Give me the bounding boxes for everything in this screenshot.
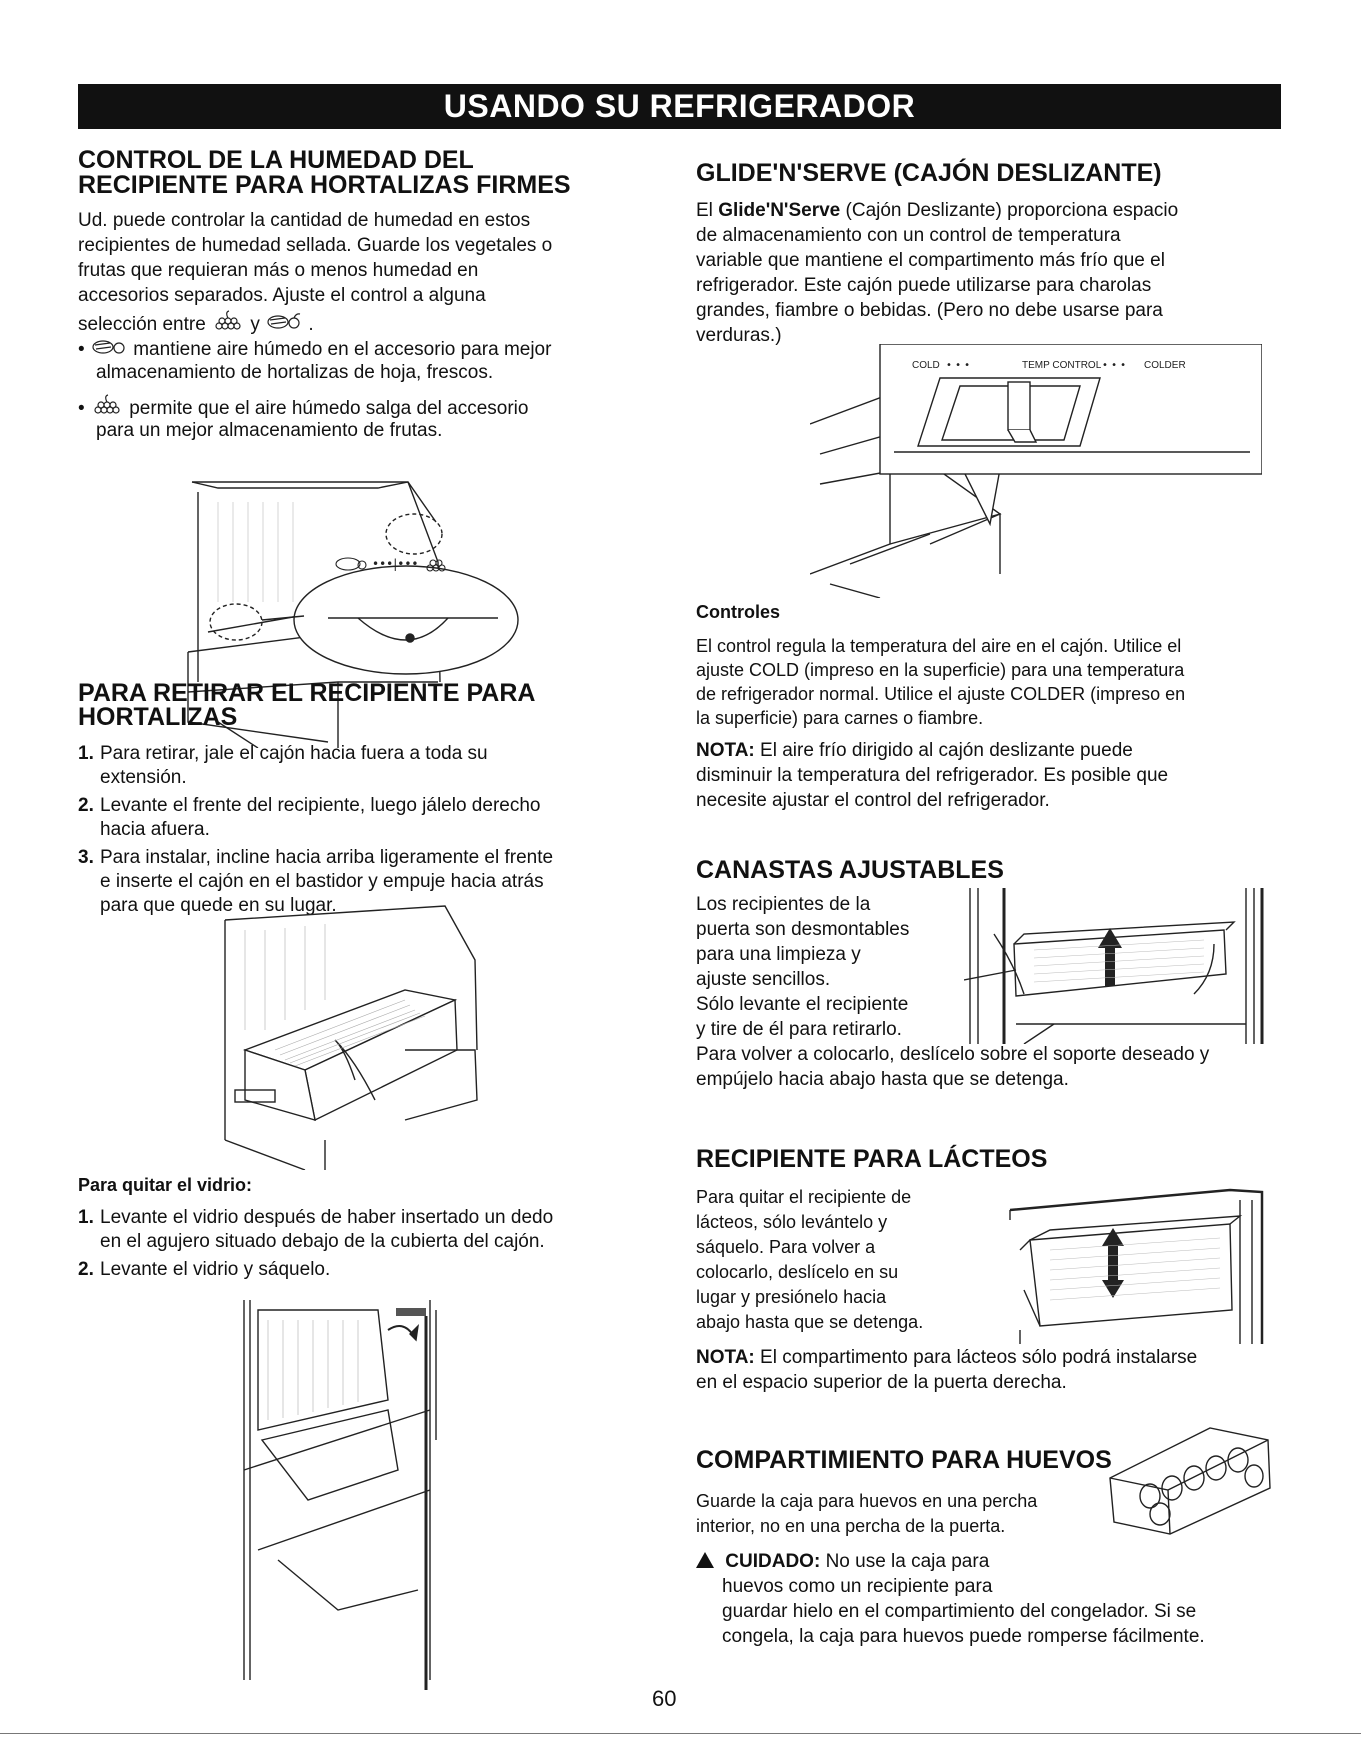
remove-title-line2: HORTALIZAS bbox=[78, 703, 238, 731]
dairy-text-line1: Para quitar el recipiente de bbox=[696, 1187, 912, 1207]
baskets-text-line4: ajuste sencillos. bbox=[696, 969, 831, 990]
note-label: NOTA: bbox=[696, 740, 755, 761]
glass-step-1 bbox=[78, 1206, 553, 1254]
dairy-text-line3: sáquelo. Para volver a bbox=[696, 1237, 876, 1257]
dairy-text-line4: colocarlo, deslícelo en su bbox=[696, 1262, 899, 1282]
temperature-slider[interactable] bbox=[918, 378, 1100, 446]
humidity-text-line3: frutas que requieran más o menos humedad en bbox=[78, 260, 479, 281]
glide-text-line2: de almacenamiento con un control de temperatura bbox=[696, 225, 1121, 246]
note-label: NOTA: bbox=[696, 1347, 755, 1368]
controls-title: Controles bbox=[696, 602, 781, 622]
page-number: 60 bbox=[652, 1686, 677, 1711]
humidity-bullet1-line2: almacenamiento de hortalizas de hoja, frescos. bbox=[96, 362, 494, 383]
baskets-text-line1: Los recipientes de la bbox=[696, 894, 871, 915]
glass-step-2 bbox=[78, 1258, 330, 1282]
panel-cold-label: COLD bbox=[912, 360, 940, 371]
step-text: extensión. bbox=[100, 767, 187, 788]
glass-removal-illustration bbox=[238, 1290, 478, 1690]
baskets-text-line5: Sólo levante el recipiente bbox=[696, 994, 909, 1015]
humidity-text-line1: Ud. puede controlar la cantidad de humedad en estos bbox=[78, 210, 531, 231]
controls-note-line1 bbox=[696, 739, 1133, 764]
dairy-text-line2: lácteos, sólo levántelo y bbox=[696, 1212, 888, 1232]
dairy-title: RECIPIENTE PARA LÁCTEOS bbox=[696, 1145, 1048, 1173]
glide-text-line1 bbox=[696, 199, 1178, 224]
step-number: 2. bbox=[78, 1259, 94, 1280]
glide-text-line5: grandes, fiambre o bebidas. (Pero no debe usarse para bbox=[696, 300, 1163, 321]
glide-n-serve-illustration bbox=[810, 344, 1262, 598]
humidity-bullet1-line1 bbox=[78, 336, 551, 364]
svg-text:•••|•••: •••|••• bbox=[372, 557, 419, 571]
panel-colder-label: COLDER bbox=[1144, 360, 1186, 371]
baskets-text-line3: para una limpieza y bbox=[696, 944, 861, 965]
step-text: e inserte el cajón en el bastidor y empuje hacia atrás bbox=[100, 871, 544, 892]
step-number: 2. bbox=[78, 795, 94, 816]
humidity-title-line2: RECIPIENTE PARA HORTALIZAS FIRMES bbox=[78, 171, 571, 199]
controls-text-line1: El control regula la temperatura del aire en el cajón. Utilice el bbox=[696, 636, 1182, 656]
bottom-divider bbox=[0, 1733, 1361, 1734]
eggs-text-line2: interior, no en una percha de la puerta. bbox=[696, 1516, 1006, 1536]
caution-label: CUIDADO: bbox=[725, 1551, 821, 1572]
step-number: 3. bbox=[78, 847, 94, 868]
warning-icon bbox=[696, 1552, 714, 1568]
vegetable-icon bbox=[90, 336, 128, 364]
door-bin-illustration bbox=[964, 884, 1266, 1044]
controls-note-line3: necesite ajustar el control del refrigerador. bbox=[696, 790, 1050, 811]
panel-dots-right: • • • bbox=[1102, 360, 1127, 371]
eggs-caution-line1 bbox=[696, 1550, 989, 1575]
humidity-title-line1: CONTROL DE LA HUMEDAD DEL bbox=[78, 146, 474, 174]
humidity-bullet1-text: mantiene aire húmedo en el accesorio para mejor bbox=[133, 338, 552, 360]
dairy-note-line1 bbox=[696, 1346, 1197, 1371]
humidity-text-line4: accesorios separados. Ajuste el control a alguna bbox=[78, 285, 486, 306]
baskets-text-line2: puerta son desmontables bbox=[696, 919, 910, 940]
eggs-caution-line3: guardar hielo en el compartimiento del congelador. Si se bbox=[722, 1601, 1197, 1622]
eggs-caution-line2: huevos como un recipiente para bbox=[722, 1576, 993, 1597]
humidity-selection-text: selección entre bbox=[78, 313, 206, 335]
glide-text-line3: variable que mantiene el compartimento más frío que el bbox=[696, 250, 1165, 271]
humidity-bullet2-text: permite que el aire húmedo salga del accesorio bbox=[129, 397, 529, 419]
glide-text-el: El bbox=[696, 200, 713, 221]
bullet-dot: • bbox=[78, 397, 85, 419]
eggs-caution-line4: congela, la caja para huevos puede romperse fácilmente. bbox=[722, 1626, 1205, 1647]
eggs-title: COMPARTIMIENTO PARA HUEVOS bbox=[696, 1446, 1112, 1474]
baskets-text-line8: empújelo hacia abajo hasta que se detenga. bbox=[696, 1069, 1069, 1090]
crisper-removal-illustration bbox=[205, 900, 505, 1170]
glide-title: GLIDE'N'SERVE (CAJÓN DESLIZANTE) bbox=[696, 159, 1162, 187]
remove-title-line1: PARA RETIRAR EL RECIPIENTE PARA bbox=[78, 679, 536, 707]
section-banner: USANDO SU REFRIGERADOR bbox=[78, 84, 1281, 129]
controls-text-line3: de refrigerador normal. Utilice el ajuste COLDER (impreso en bbox=[696, 684, 1186, 704]
step-number: 1. bbox=[78, 743, 94, 764]
panel-temp-control-label: TEMP CONTROL bbox=[1022, 360, 1102, 371]
controls-note-line2: disminuir la temperatura del refrigerador. Es posible que bbox=[696, 765, 1169, 786]
remove-step-2 bbox=[78, 794, 540, 842]
egg-tray-illustration bbox=[1090, 1418, 1280, 1538]
step-text: hacia afuera. bbox=[100, 819, 210, 840]
step-text: Levante el vidrio y sáquelo. bbox=[100, 1259, 331, 1280]
glide-product-name: Glide'N'Serve bbox=[718, 200, 841, 221]
controls-text-line2: ajuste COLD (impreso en la superficie) para una temperatura bbox=[696, 660, 1185, 680]
humidity-bullet2-line2: para un mejor almacenamiento de frutas. bbox=[96, 420, 443, 441]
glide-text-line4: refrigerador. Este cajón puede utilizarse para charolas bbox=[696, 275, 1152, 296]
bullet-dot: • bbox=[78, 338, 85, 360]
step-text: Levante el vidrio después de haber insertado un dedo bbox=[100, 1207, 554, 1228]
step-text: Para instalar, incline hacia arriba ligeramente el frente bbox=[100, 847, 554, 868]
panel-dots-left: • • • bbox=[946, 360, 971, 371]
step-text: en el agujero situado debajo de la cubierta del cajón. bbox=[100, 1231, 545, 1252]
controls-text-line4: la superficie) para carnes o fiambre. bbox=[696, 708, 984, 728]
dairy-note-line2: en el espacio superior de la puerta derecha. bbox=[696, 1372, 1067, 1393]
note-text: El aire frío dirigido al cajón deslizante puede bbox=[760, 740, 1133, 761]
humidity-and-text: y bbox=[250, 313, 260, 335]
step-number: 1. bbox=[78, 1207, 94, 1228]
baskets-text-line6: y tire de él para retirarlo. bbox=[696, 1019, 902, 1040]
dairy-text-line6: abajo hasta que se detenga. bbox=[696, 1312, 924, 1332]
glass-title: Para quitar el vidrio: bbox=[78, 1175, 253, 1195]
step-text: Para retirar, jale el cajón hacia fuera a toda su bbox=[100, 743, 488, 764]
baskets-title: CANASTAS AJUSTABLES bbox=[696, 856, 1004, 884]
step-text: para que quede en su lugar. bbox=[100, 895, 337, 916]
glide-text-rest: (Cajón Deslizante) proporciona espacio bbox=[845, 200, 1179, 221]
remove-step-1 bbox=[78, 742, 488, 790]
step-text: Levante el frente del recipiente, luego jálelo derecho bbox=[100, 795, 541, 816]
baskets-text-line7: Para volver a colocarlo, deslícelo sobre el soporte deseado y bbox=[696, 1044, 1210, 1065]
caution-text: No use la caja para bbox=[825, 1551, 990, 1572]
glide-text-line6: verduras.) bbox=[696, 325, 782, 346]
humidity-text-line2: recipientes de humedad sellada. Guarde los vegetales o bbox=[78, 235, 553, 256]
note-text: El compartimento para lácteos sólo podrá instalarse bbox=[760, 1347, 1198, 1368]
eggs-text-line1: Guarde la caja para huevos en una percha bbox=[696, 1491, 1038, 1511]
dairy-bin-illustration bbox=[1000, 1180, 1268, 1344]
dairy-text-line5: lugar y presiónelo hacia bbox=[696, 1287, 887, 1307]
humidity-period: . bbox=[308, 313, 314, 335]
